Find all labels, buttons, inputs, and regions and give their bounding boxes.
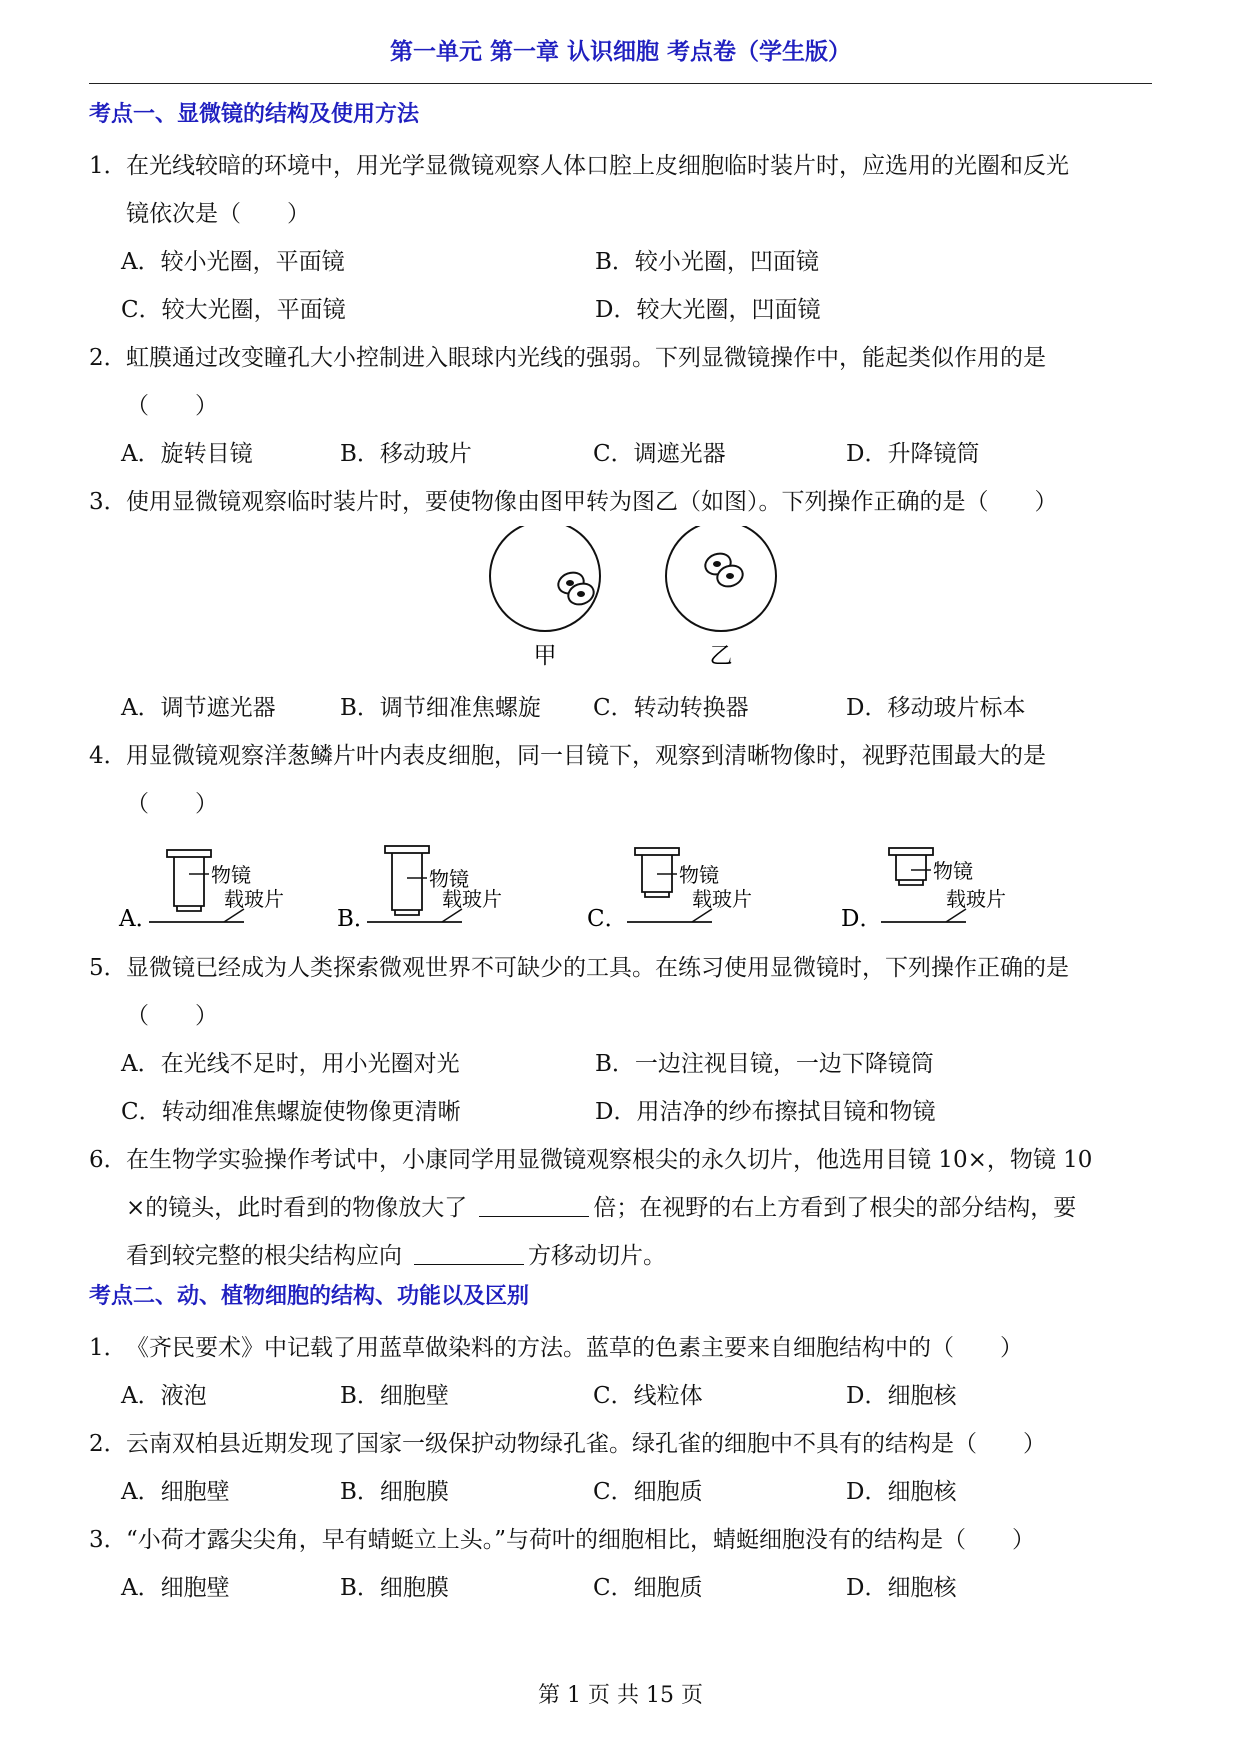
- question-1-5: [89, 944, 1159, 1040]
- question-number: 1．: [89, 1335, 127, 1361]
- question-text: 倍；在视野的右上方看到了根尖的部分结构，要: [593, 1195, 1077, 1221]
- question-number: 2．: [89, 345, 127, 371]
- question-1-2: [89, 334, 1159, 430]
- objective-option-d[interactable]: [841, 848, 1006, 932]
- objective-option-c[interactable]: [587, 848, 752, 932]
- answer-blank-2[interactable]: [414, 1236, 524, 1265]
- option-a-label: A．: [119, 906, 159, 932]
- question-text-cont: （ ）: [126, 1003, 218, 1029]
- option-b[interactable]: B．移动玻片: [340, 441, 472, 467]
- objective-option-a[interactable]: [118, 850, 284, 932]
- figure-objectives: [89, 828, 1159, 940]
- question-text: 看到较完整的根尖结构应向: [126, 1243, 402, 1269]
- question-1-3: [89, 478, 1159, 526]
- option-d[interactable]: D．细胞核: [846, 1383, 957, 1409]
- question-1-6: [89, 1136, 1159, 1280]
- slide-label: 载玻片: [224, 887, 284, 911]
- question-number: 4．: [89, 743, 127, 769]
- page-footer: 第 1 页 共 15 页: [538, 1683, 703, 1708]
- objective-option-b[interactable]: [337, 846, 502, 932]
- option-b[interactable]: B．细胞壁: [340, 1383, 449, 1409]
- question-text: ×的镜头，此时看到的物像放大了: [126, 1195, 468, 1221]
- slide-label: 载玻片: [692, 887, 752, 911]
- question-text: 《齐民要术》中记载了用蓝草做染料的方法。蓝草的色素主要来自细胞结构中的（ ）: [126, 1335, 1023, 1361]
- question-text: 云南双柏县近期发现了国家一级保护动物绿孔雀。绿孔雀的细胞中不具有的结构是（ ）: [126, 1431, 1046, 1457]
- question-text-cont: （ ）: [126, 393, 218, 419]
- option-c[interactable]: C．调遮光器: [593, 441, 726, 467]
- options-row: [89, 1564, 1159, 1612]
- content: [89, 98, 1159, 1612]
- question-number: 1．: [89, 153, 127, 179]
- objective-label: 物镜: [429, 867, 469, 891]
- option-b[interactable]: B．调节细准焦螺旋: [340, 695, 541, 721]
- page-header-title: 第一单元 第一章 认识细胞 考点卷（学生版）: [389, 39, 852, 65]
- option-b[interactable]: B．较小光圈，凹面镜: [595, 249, 819, 275]
- option-a[interactable]: A．在光线不足时，用小光圈对光: [121, 1051, 460, 1077]
- question-text-cont: 镜依次是（ ）: [126, 201, 310, 227]
- option-a[interactable]: A．调节遮光器: [121, 695, 276, 721]
- options-row: [89, 1468, 1159, 1516]
- option-a[interactable]: A．较小光圈，平面镜: [121, 249, 345, 275]
- option-d[interactable]: D．用洁净的纱布擦拭目镜和物镜: [595, 1099, 936, 1125]
- option-b[interactable]: B．细胞膜: [340, 1479, 449, 1505]
- question-text: 在生物学实验操作考试中，小康同学用显微镜观察根尖的永久切片，他选用目镜 10×，物镜 10: [126, 1147, 1093, 1173]
- option-a[interactable]: A．细胞壁: [121, 1479, 230, 1505]
- question-number: 2．: [89, 1431, 127, 1457]
- figure-label-jia: 甲: [533, 643, 557, 669]
- question-text: 虹膜通过改变瞳孔大小控制进入眼球内光线的强弱。下列显微镜操作中，能起类似作用的是: [126, 345, 1046, 371]
- objective-options-figure: [89, 828, 1159, 940]
- slide-label: 载玻片: [946, 887, 1006, 911]
- options-row: [89, 238, 1159, 286]
- objective-label: 物镜: [679, 863, 719, 887]
- option-d[interactable]: D．升降镜筒: [846, 441, 980, 467]
- option-c[interactable]: C．细胞质: [593, 1575, 703, 1601]
- question-text-cont: （ ）: [126, 791, 218, 817]
- objective-label: 物镜: [933, 859, 973, 883]
- question-2-2: [89, 1420, 1159, 1468]
- answer-blank-1[interactable]: [479, 1188, 589, 1217]
- option-d[interactable]: D．较大光圈，凹面镜: [595, 297, 821, 323]
- options-row: [89, 286, 1159, 334]
- options-row: [89, 430, 1159, 478]
- question-text: 方移动切片。: [528, 1243, 666, 1269]
- option-c[interactable]: C．线粒体: [593, 1383, 703, 1409]
- objective-label: 物镜: [211, 863, 251, 887]
- section-title-2: 考点二、动、植物细胞的结构、功能以及区别: [89, 1284, 530, 1309]
- option-c[interactable]: C．转动细准焦螺旋使物像更清晰: [121, 1099, 461, 1125]
- option-a[interactable]: A．液泡: [121, 1383, 207, 1409]
- question-text: 用显微镜观察洋葱鳞片叶内表皮细胞，同一目镜下，观察到清晰物像时，视野范围最大的是: [126, 743, 1046, 769]
- options-row: [89, 1372, 1159, 1420]
- figure-label-yi: 乙: [709, 643, 733, 669]
- option-c[interactable]: C．较大光圈，平面镜: [121, 297, 346, 323]
- options-row: [89, 1088, 1159, 1136]
- option-a[interactable]: A．细胞壁: [121, 1575, 230, 1601]
- header-rule: [89, 83, 1152, 84]
- options-row: [89, 1040, 1159, 1088]
- question-text: 在光线较暗的环境中，用光学显微镜观察人体口腔上皮细胞临时装片时，应选用的光圈和反光: [126, 153, 1069, 179]
- option-d[interactable]: D．细胞核: [846, 1575, 957, 1601]
- option-b[interactable]: B．细胞膜: [340, 1575, 449, 1601]
- option-c[interactable]: C．转动转换器: [593, 695, 749, 721]
- option-d[interactable]: D．移动玻片标本: [846, 695, 1026, 721]
- option-c-label: C．: [587, 906, 628, 932]
- option-c[interactable]: C．细胞质: [593, 1479, 703, 1505]
- view-field-yi: [666, 526, 776, 631]
- view-field-jia: [490, 526, 600, 631]
- question-1-4: [89, 732, 1159, 828]
- question-number: 3．: [89, 1527, 127, 1553]
- slide-label: 载玻片: [442, 887, 502, 911]
- option-d[interactable]: D．细胞核: [846, 1479, 957, 1505]
- question-text: “小荷才露尖尖角，早有蜻蜓立上头。”与荷叶的细胞相比，蜻蜓细胞没有的结构是（ ）: [126, 1527, 1036, 1553]
- question-1-1: [89, 142, 1159, 238]
- option-b[interactable]: B．一边注视目镜，一边下降镜筒: [595, 1051, 934, 1077]
- question-number: 3．: [89, 489, 127, 515]
- view-field-figure: [89, 526, 1159, 684]
- question-text: 使用显微镜观察临时装片时，要使物像由图甲转为图乙（如图）。下列操作正确的是（ ）: [126, 489, 1058, 515]
- options-row: [89, 684, 1159, 732]
- figure-microscope-views: [89, 526, 1159, 684]
- section-title-1: 考点一、显微镜的结构及使用方法: [89, 102, 420, 127]
- question-text: 显微镜已经成为人类探索微观世界不可缺少的工具。在练习使用显微镜时，下列操作正确的是: [126, 955, 1069, 981]
- option-a[interactable]: A．旋转目镜: [121, 441, 253, 467]
- question-2-1: [89, 1324, 1159, 1372]
- question-2-3: [89, 1516, 1159, 1564]
- option-b-label: B．: [337, 906, 377, 932]
- question-number: 6．: [89, 1147, 127, 1173]
- question-number: 5．: [89, 955, 127, 981]
- option-d-label: D．: [841, 906, 883, 932]
